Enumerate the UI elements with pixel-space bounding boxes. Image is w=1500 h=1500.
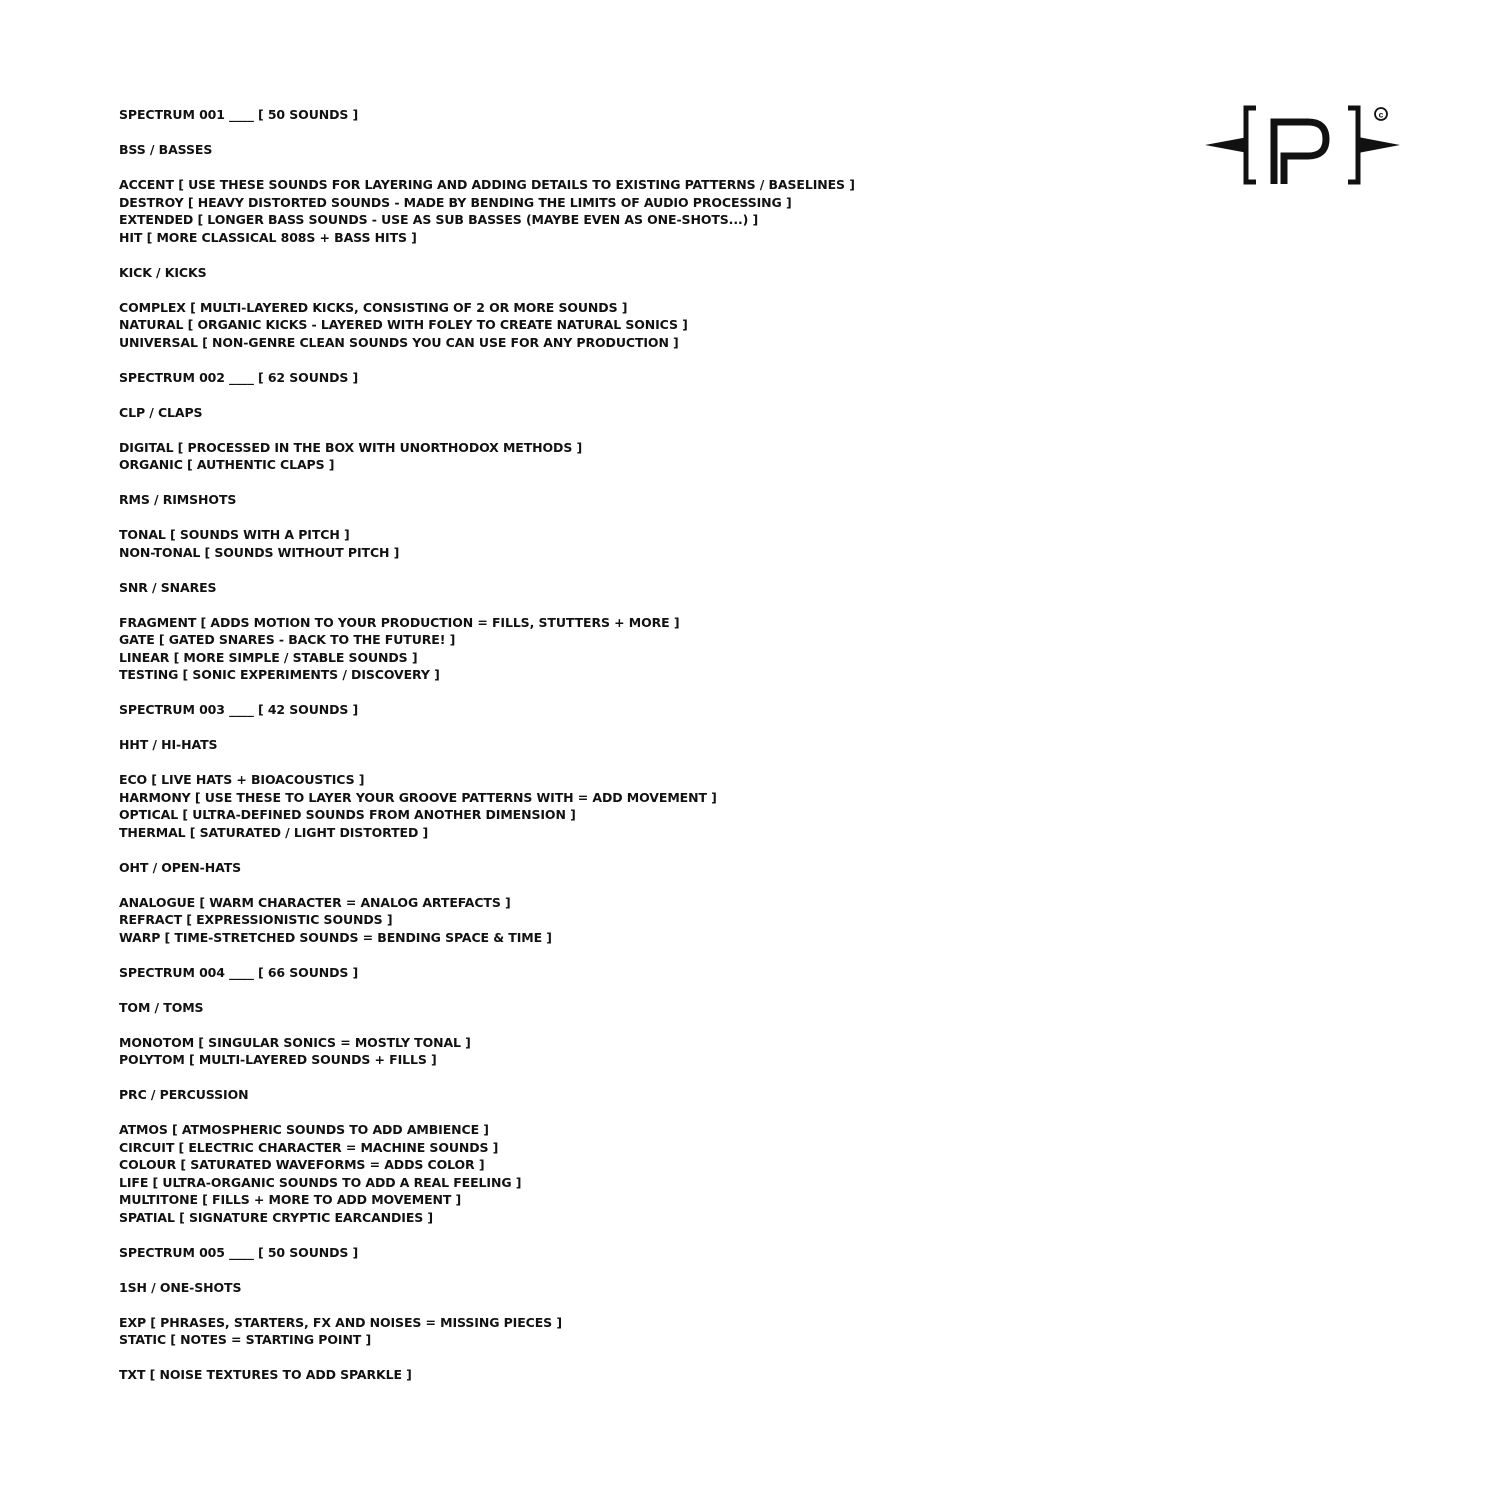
text-line: TXT [ NOISE TEXTURES TO ADD SPARKLE ] (119, 1367, 412, 1382)
text-line: COLOUR [ SATURATED WAVEFORMS = ADDS COLOR ] (119, 1157, 485, 1172)
text-line: POLYTOM [ MULTI-LAYERED SOUNDS + FILLS ] (119, 1052, 437, 1067)
text-line: ATMOS [ ATMOSPHERIC SOUNDS TO ADD AMBIENCE ] (119, 1122, 489, 1137)
blank-line (119, 1349, 1169, 1367)
blank-line (119, 124, 1169, 142)
text-line: TONAL [ SOUNDS WITH A PITCH ] (119, 527, 350, 542)
blank-line (119, 1104, 1169, 1122)
blank-line (119, 981, 1169, 999)
text-line: SPECTRUM 002 ____ [ 62 SOUNDS ] (119, 369, 359, 385)
text-line: ACCENT [ USE THESE SOUNDS FOR LAYERING AND ADDING DETAILS TO EXISTING PATTERNS / BASELINES ] (119, 177, 855, 192)
text-line: STATIC [ NOTES = STARTING POINT ] (119, 1332, 372, 1347)
text-line: GATE [ GATED SNARES - BACK TO THE FUTURE! ] (119, 632, 456, 647)
blank-line (119, 351, 1169, 369)
text-line: WARP [ TIME-STRETCHED SOUNDS = BENDING SPACE & TIME ] (119, 929, 552, 945)
blank-line (119, 946, 1169, 964)
blank-line (119, 1261, 1169, 1279)
text-line: EXP [ PHRASES, STARTERS, FX AND NOISES = MISSING PIECES ] (119, 1314, 562, 1330)
brand-logo (1200, 100, 1405, 190)
text-line: CLP / CLAPS (119, 404, 203, 420)
logo-copyright-c: c (1378, 109, 1384, 120)
logo-right-bracket (1348, 108, 1358, 182)
text-line: OPTICAL [ ULTRA-DEFINED SOUNDS FROM ANOTHER DIMENSION ] (119, 807, 576, 822)
blank-line (119, 246, 1169, 264)
text-line: SPECTRUM 005 ____ [ 50 SOUNDS ] (119, 1244, 359, 1260)
text-line: RMS / RIMSHOTS (119, 492, 237, 507)
text-line: SPECTRUM 001 ____ [ 50 SOUNDS ] (119, 107, 359, 122)
text-line: UNIVERSAL [ NON-GENRE CLEAN SOUNDS YOU CAN USE FOR ANY PRODUCTION ] (119, 334, 679, 350)
text-line: DESTROY [ HEAVY DISTORTED SOUNDS - MADE BY BENDING THE LIMITS OF AUDIO PROCESSING ] (119, 194, 792, 210)
logo-letter-p (1274, 122, 1326, 184)
blank-line (119, 561, 1169, 579)
blank-line (119, 421, 1169, 439)
blank-line (119, 876, 1169, 894)
blank-line (119, 841, 1169, 859)
logo-left-blade (1205, 137, 1248, 153)
text-line: TOM / TOMS (119, 999, 204, 1015)
text-line: NATURAL [ ORGANIC KICKS - LAYERED WITH FOLEY TO CREATE NATURAL SONICS ] (119, 317, 688, 332)
blank-line (119, 1226, 1169, 1244)
text-line: MULTITONE [ FILLS + MORE TO ADD MOVEMENT ] (119, 1192, 462, 1207)
text-line: PRC / PERCUSSION (119, 1087, 249, 1102)
blank-line (119, 719, 1169, 737)
blank-line (119, 754, 1169, 772)
text-line: LINEAR [ MORE SIMPLE / STABLE SOUNDS ] (119, 649, 418, 665)
text-line: MONOTOM [ SINGULAR SONICS = MOSTLY TONAL ] (119, 1034, 471, 1050)
blank-line (119, 1296, 1169, 1314)
text-line: SPECTRUM 004 ____ [ 66 SOUNDS ] (119, 964, 359, 980)
text-line: TESTING [ SONIC EXPERIMENTS / DISCOVERY ] (119, 667, 440, 682)
sound-pack-document (119, 106, 1169, 1384)
text-line: ANALOGUE [ WARM CHARACTER = ANALOG ARTEFACTS ] (119, 894, 511, 910)
blank-line (119, 159, 1169, 177)
text-line: THERMAL [ SATURATED / LIGHT DISTORTED ] (119, 824, 429, 840)
text-line: KICK / KICKS (119, 264, 207, 280)
blank-line (119, 684, 1169, 702)
text-line: HIT [ MORE CLASSICAL 808S + BASS HITS ] (119, 229, 417, 245)
blank-line (119, 509, 1169, 527)
text-line: BSS / BASSES (119, 142, 213, 157)
text-line: SPATIAL [ SIGNATURE CRYPTIC EARCANDIES ] (119, 1209, 434, 1225)
logo-mark-icon (1200, 100, 1405, 190)
blank-line (119, 1069, 1169, 1087)
text-line: EXTENDED [ LONGER BASS SOUNDS - USE AS SUB BASSES (MAYBE EVEN AS ONE-SHOTS...) ] (119, 212, 759, 227)
text-line: NON-TONAL [ SOUNDS WITHOUT PITCH ] (119, 544, 400, 560)
text-line: HHT / HI-HATS (119, 737, 218, 752)
blank-line (119, 386, 1169, 404)
text-line: CIRCUIT [ ELECTRIC CHARACTER = MACHINE SOUNDS ] (119, 1139, 499, 1155)
text-line: REFRACT [ EXPRESSIONISTIC SOUNDS ] (119, 912, 393, 927)
logo-left-bracket (1246, 108, 1256, 182)
text-line: 1SH / ONE-SHOTS (119, 1279, 242, 1295)
logo-right-blade (1358, 137, 1400, 153)
blank-line (119, 1016, 1169, 1034)
text-line: SNR / SNARES (119, 579, 217, 595)
text-line: DIGITAL [ PROCESSED IN THE BOX WITH UNORTHODOX METHODS ] (119, 439, 583, 455)
text-line: LIFE [ ULTRA-ORGANIC SOUNDS TO ADD A REAL FEELING ] (119, 1174, 522, 1190)
text-line: ORGANIC [ AUTHENTIC CLAPS ] (119, 457, 335, 472)
blank-line (119, 474, 1169, 492)
text-line: COMPLEX [ MULTI-LAYERED KICKS, CONSISTING OF 2 OR MORE SOUNDS ] (119, 299, 628, 315)
text-line: OHT / OPEN-HATS (119, 859, 242, 875)
text-line: SPECTRUM 003 ____ [ 42 SOUNDS ] (119, 702, 359, 717)
text-line: ECO [ LIVE HATS + BIOACOUSTICS ] (119, 772, 365, 787)
text-line: FRAGMENT [ ADDS MOTION TO YOUR PRODUCTION = FILLS, STUTTERS + MORE ] (119, 614, 680, 630)
text-line: HARMONY [ USE THESE TO LAYER YOUR GROOVE PATTERNS WITH = ADD MOVEMENT ] (119, 789, 717, 805)
blank-line (119, 281, 1169, 299)
blank-line (119, 596, 1169, 614)
